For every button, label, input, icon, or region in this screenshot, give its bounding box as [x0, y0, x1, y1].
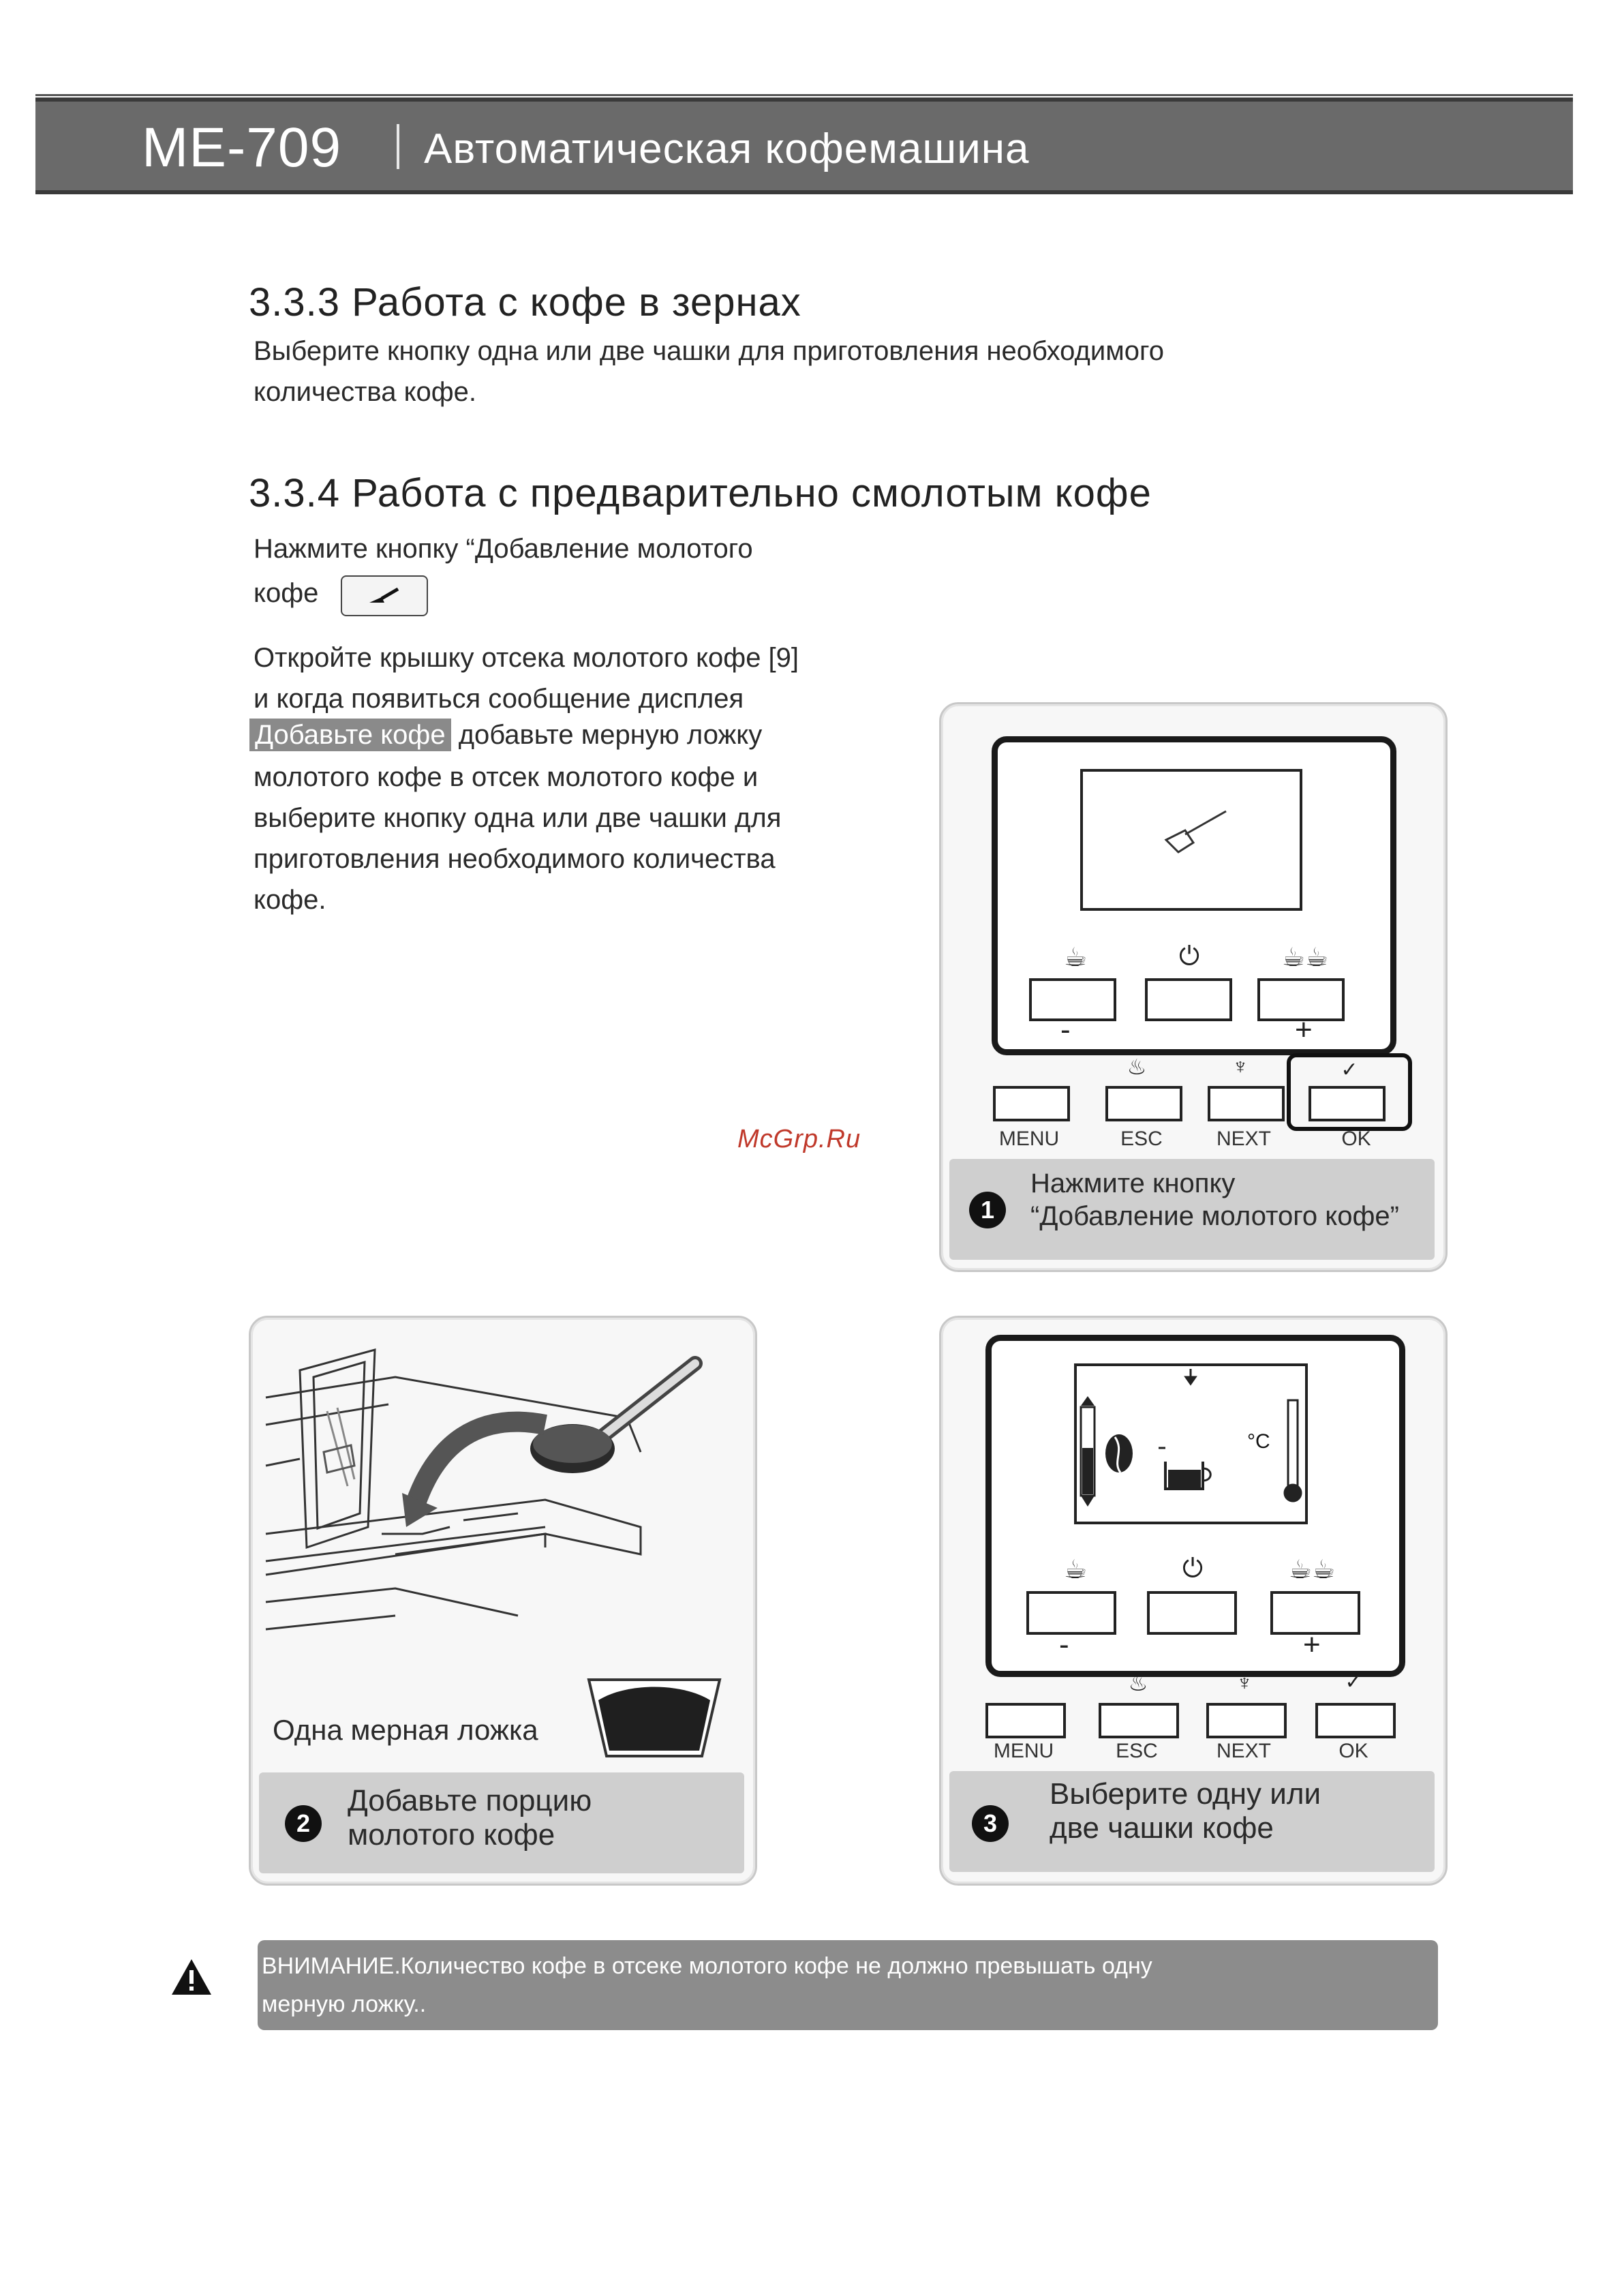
p3-ground-coffee-icon: ✓	[1345, 1671, 1362, 1693]
p3-ok-button[interactable]	[1315, 1703, 1396, 1738]
measuring-spoon-icon	[586, 1676, 722, 1760]
plus-sign: +	[1295, 1013, 1313, 1046]
panel1-caption-line2: “Добавление молотого кофе”	[1030, 1201, 1399, 1231]
para-line2: и когда появиться сообщение дисплея	[254, 684, 744, 714]
panel1-lcd	[1080, 769, 1302, 911]
steam-icon: ♨	[1127, 1055, 1147, 1079]
p3-menu-label: MENU	[993, 1740, 1054, 1762]
watermark: McGrp.Ru	[737, 1125, 861, 1153]
p3-steam-icon: ♨	[1128, 1671, 1148, 1695]
minus-sign: -	[1060, 1013, 1071, 1046]
p3-esc-button[interactable]	[1099, 1703, 1179, 1738]
p3-power-button[interactable]	[1147, 1591, 1237, 1635]
panel2-caption-line2: молотого кофе	[348, 1818, 555, 1852]
esc-button[interactable]	[1105, 1086, 1182, 1121]
ok-label: OK	[1341, 1128, 1371, 1150]
coffee-chute-drawing	[259, 1329, 743, 1711]
panel3-caption-line1: Выберите одну или	[1050, 1777, 1321, 1811]
hot-water-icon: ♆	[1232, 1054, 1249, 1078]
model-name: ME-709	[142, 117, 342, 179]
para-line4: молотого кофе в отсек молотого кофе и	[254, 762, 759, 792]
para-line7: кофе.	[254, 885, 326, 915]
panel2-caption-line1: Добавьте порцию	[348, 1784, 592, 1817]
two-cups-icon: ☕☕	[1281, 943, 1329, 972]
display-message-highlight: Добавьте кофе	[249, 719, 451, 751]
section-334-line2: кофе	[254, 578, 319, 608]
p3-next-label: NEXT	[1216, 1740, 1271, 1762]
header-top-rule	[35, 94, 1573, 96]
p3-plus-sign: +	[1303, 1628, 1321, 1661]
power-icon: ⏻	[1178, 942, 1200, 971]
menu-button[interactable]	[993, 1086, 1070, 1121]
para-line3-rest: добавьте мерную ложку	[450, 720, 763, 750]
esc-label: ESC	[1120, 1128, 1163, 1150]
menu-label: MENU	[998, 1128, 1060, 1150]
header-title: Автоматическая кофемашина	[424, 125, 1030, 172]
ground-coffee-button-illustration	[341, 575, 428, 616]
next-button[interactable]	[1208, 1086, 1285, 1121]
p3-minus-sign: -	[1059, 1628, 1069, 1661]
section-334-heading: 3.3.4 Работа с предварительно смолотым кофе	[249, 471, 1152, 515]
power-button[interactable]	[1145, 978, 1232, 1021]
brewing-status-lcd	[1077, 1366, 1305, 1522]
step-3-badge: 3	[972, 1805, 1009, 1842]
panel3-caption-line2: две чашки кофе	[1050, 1811, 1274, 1845]
warning-text	[262, 1947, 1431, 2023]
ground-coffee-key-icon: ✓	[1341, 1059, 1358, 1081]
p3-one-cup-icon: ☕	[1063, 1556, 1088, 1584]
para-line5: выберите кнопку одна или две чашки для	[254, 803, 782, 833]
header-separator	[397, 124, 399, 169]
p3-ok-label: OK	[1338, 1740, 1368, 1762]
para-line1: Откройте крышку отсека молотого кофе [9]	[254, 643, 799, 673]
step-2-badge: 2	[285, 1805, 322, 1842]
p3-one-cup-button[interactable]	[1026, 1591, 1116, 1635]
p3-power-icon: ⏻	[1182, 1554, 1204, 1583]
p3-hot-water-icon: ♆	[1236, 1670, 1253, 1695]
one-cup-icon: ☕	[1063, 943, 1088, 972]
warning-line1: ВНИМАНИЕ.Количество кофе в отсеке молотого кофе не должно превышать одну	[262, 1953, 1152, 1979]
ok-button[interactable]	[1309, 1086, 1386, 1121]
grinder-illustration	[259, 1329, 743, 1711]
ground-coffee-lcd-icon	[1083, 772, 1300, 908]
para-line6: приготовления необходимого количества	[254, 844, 776, 874]
section-333-line2: количества кофе.	[254, 377, 477, 407]
one-cup-button[interactable]	[1029, 978, 1116, 1021]
section-334-line1: Нажмите кнопку “Добавление молотого	[254, 534, 753, 564]
panel1-caption-line1: Нажмите кнопку	[1030, 1168, 1236, 1198]
warning-icon	[170, 1958, 213, 1999]
p3-next-button[interactable]	[1206, 1703, 1287, 1738]
one-spoon-label: Одна мерная ложка	[273, 1714, 538, 1746]
p3-two-cups-icon: ☕☕	[1288, 1556, 1336, 1584]
next-label: NEXT	[1216, 1128, 1271, 1150]
section-333-line1: Выберите кнопку одна или две чашки для приготовления необходимого	[254, 336, 1164, 366]
para-line3	[249, 714, 762, 755]
temperature-unit: °C	[1247, 1430, 1270, 1453]
p3-esc-label: ESC	[1116, 1740, 1158, 1762]
step-1-badge: 1	[969, 1192, 1006, 1228]
p3-menu-button[interactable]	[985, 1703, 1066, 1738]
section-333-heading: 3.3.3 Работа с кофе в зернах	[249, 280, 801, 324]
ground-coffee-icon	[342, 577, 427, 615]
panel3-lcd	[1074, 1363, 1308, 1524]
warning-line2: мерную ложку..	[262, 1991, 427, 2017]
